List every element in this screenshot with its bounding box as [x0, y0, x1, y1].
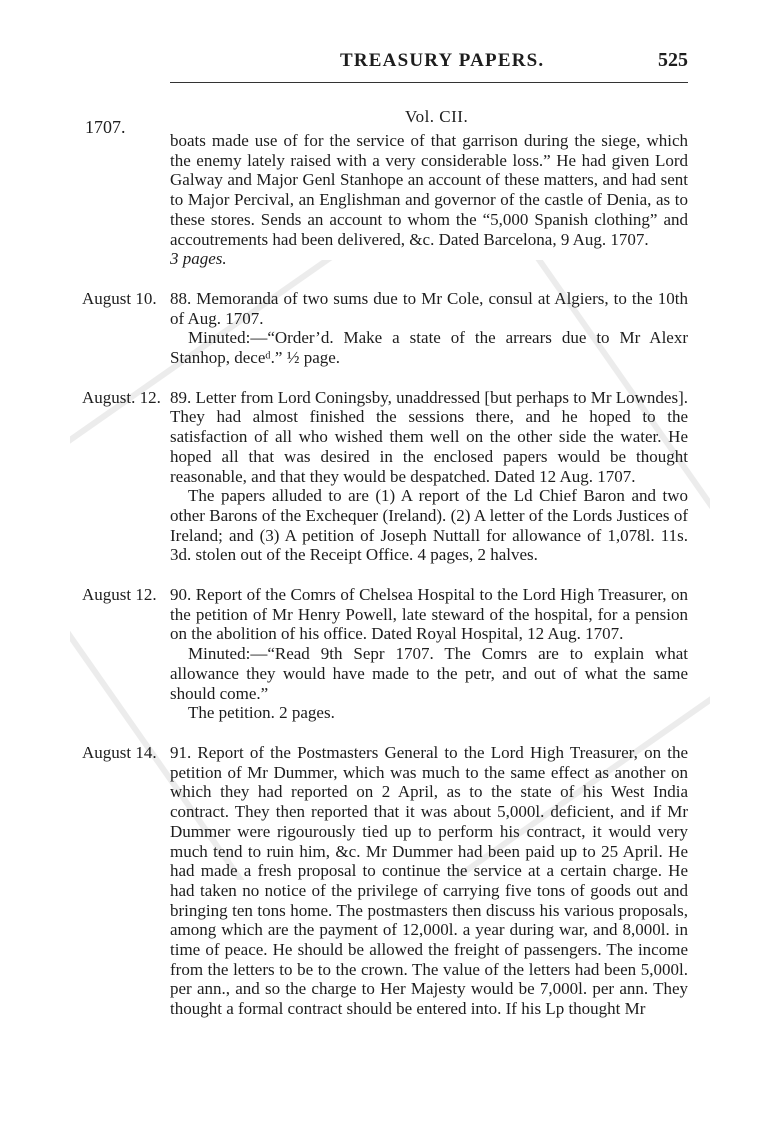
- entry-minute: Minuted:—“Read 9th Sepr 1707. The Comrs are to explain what allowance they would have made to the petr, and out of what the same should come.”: [170, 644, 688, 703]
- volume-heading: Vol. CII.: [405, 107, 469, 126]
- entry-continuation: [82, 131, 688, 269]
- entries: [82, 131, 688, 1019]
- entry-body: [170, 131, 688, 269]
- entry-91: [82, 743, 688, 1019]
- entry-paragraph: The papers alluded to are (1) A report of the Ld Chief Baron and two other Barons of the Exchequer (Ireland). (2) A letter of the Lords Justices of Ireland; and (3) A petition of Joseph Nuttall for allowance of 1,078l. 11s. 3d. stolen out of the Receipt Office. 4 pages, 2 halves.: [170, 486, 688, 565]
- page-header: [0, 46, 768, 76]
- entry-date: August. 12.: [82, 387, 161, 407]
- entry-minute: Minuted:—“Order’d. Make a state of the arrears due to Mr Alexr Stanhop, deceᵈ.” ½ page.: [170, 328, 688, 368]
- entry-date: August 12.: [82, 585, 157, 605]
- entry-paragraph: The petition. 2 pages.: [188, 703, 335, 723]
- running-title: TREASURY PAPERS.: [340, 50, 545, 71]
- page-number: 525: [658, 49, 688, 71]
- entry-body: [170, 585, 688, 723]
- entry-paragraph: 89. Letter from Lord Coningsby, unaddressed [but perhaps to Mr Lowndes]. They had almost finished the sessions there, and he hoped to the satisfaction of all who wished them well on the other side the water. He hoped all that was desired in the enclosed papers would be thought reasonable, and that they would be despatched. Dated 12 Aug. 1707.: [170, 387, 688, 486]
- entry-date: August 10.: [82, 288, 157, 308]
- margin-year: 1707.: [85, 117, 126, 137]
- entry-paragraph: boats made use of for the service of that garrison during the siege, which the enemy lately raised with a very considerable loss.” He had given Lord Galway and Major Genl Stanhope an account of these matters, and had sent to Major Percival, an Englishman and governor of the castle of Denia, as to these stores. Sends an account to whom the “5,000 Spanish clothing” and accoutrements had been delivered, &c. Dated Barcelona, 9 Aug. 1707.: [170, 131, 688, 249]
- entry-paragraph: 90. Report of the Comrs of Chelsea Hospital to the Lord High Treasurer, on the petition of Mr Henry Powell, late steward of the hospital, for a pension on the abolition of his office. Dated Royal Hospital, 12 Aug. 1707.: [170, 585, 688, 644]
- entry-paragraph: 88. Memoranda of two sums due to Mr Cole, consul at Algiers, to the 10th of Aug. 1707.: [170, 288, 688, 328]
- entry-pages: 3 pages.: [170, 249, 227, 269]
- entry-paragraph: 91. Report of the Postmasters General to the Lord High Treasurer, on the petition of Mr Dummer, which was much to the same effect as another on which they had reported on 2 April, as to the state of his West India contract. They then reported that it was about 5,000l. deficient, and if Mr Dummer were rigourously tied up to perform his contract, it would very much tend to ruin him, &c. Mr Dummer had been paid up to 25 April. He had made a fresh proposal to continue the service at a certain charge. He had taken no notice of the privilege of carrying five tons of goods out and bringing ten tons home. The postmasters then discuss his various proposals, among which are the payment of 12,000l. a year during war, and 8,000l. in time of peace. He should be allowed the freight of passengers. The income from the letters to be to the crown. The value of the letters had been 5,000l. per ann., and so the charge to Her Majesty would be 7,000l. per ann. They thought a formal contract should be entered into. If his Lp thought Mr: [170, 742, 688, 1019]
- entry-body: [170, 289, 688, 368]
- entry-88: [82, 289, 688, 368]
- entry-90: [82, 585, 688, 723]
- entry-body: [170, 388, 688, 565]
- entry-date: August 14.: [82, 742, 157, 762]
- entry-89: [82, 388, 688, 565]
- header-rule: [170, 82, 688, 83]
- entry-body: [170, 743, 688, 1019]
